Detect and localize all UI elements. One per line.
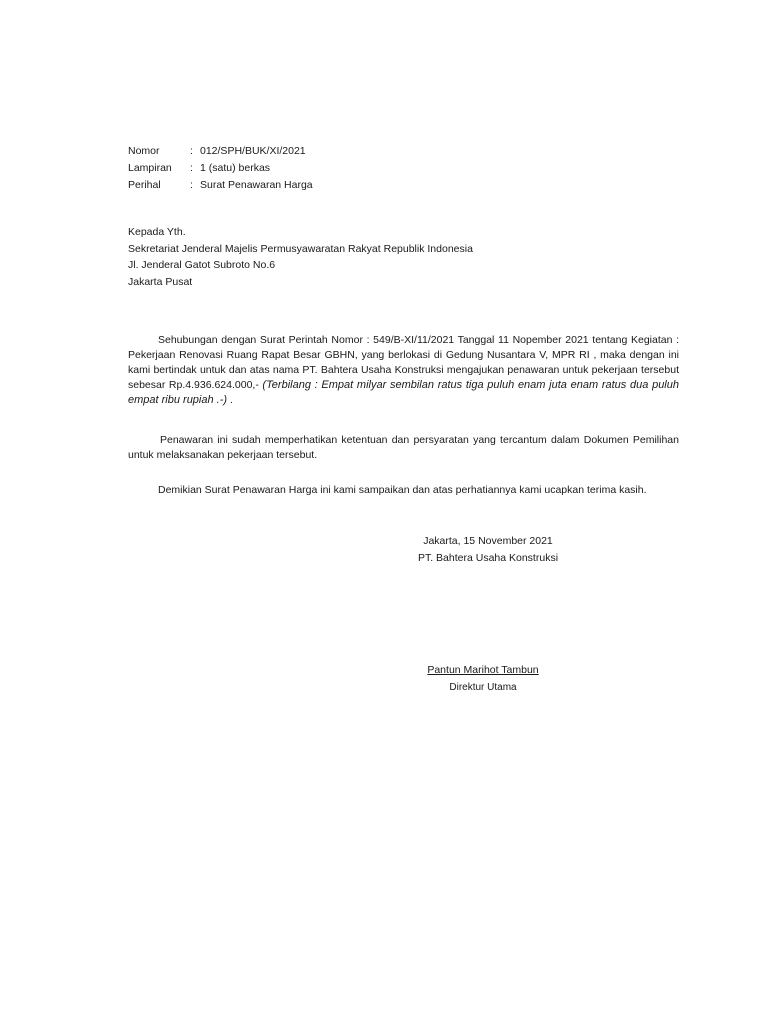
meta-value: 012/SPH/BUK/XI/2021: [200, 145, 306, 157]
meta-label: Lampiran: [128, 162, 172, 174]
amount-in-words: (Terbilang : Empat milyar sembilan ratus tiga puluh enam juta enam ratus dua puluh empat ribu rupiah .-): [128, 379, 679, 406]
meta-row-lampiran: [128, 160, 313, 177]
paragraph-end: .: [229, 394, 233, 406]
meta-value: Surat Penawaran Harga: [200, 179, 313, 191]
meta-row-nomor: [128, 143, 313, 160]
recipient-institution: Sekretariat Jenderal Majelis Permusyawaratan Rakyat Republik Indonesia: [128, 242, 473, 255]
letter-meta: [128, 143, 313, 194]
company-name: PT. Bahtera Usaha Konstruksi: [417, 551, 559, 564]
meta-label: Perihal: [128, 179, 161, 191]
paragraph-text: Sehubungan dengan Surat Perintah Nomor : 549/B-XI/11/2021 Tanggal 11 Nopember 2021 tentang Kegiatan : Pekerjaan Renovasi Ruang Rapat Besar GBHN, yang berlokasi di Gedung Nusantara V, MPR RI , maka dengan ini kami bertindak untuk dan atas nama PT. Bahtera Usaha Konstruksi mengajukan penawaran untuk pekerjaan tersebut sebesar Rp.4.936.624.000,-: [128, 334, 679, 391]
body-paragraph-3: Demikian Surat Penawaran Harga ini kami sampaikan dan atas perhatiannya kami ucapkan terima kasih.: [158, 484, 647, 496]
signature-header: [408, 533, 568, 566]
recipient-street: Jl. Jenderal Gatot Subroto No.6: [128, 259, 276, 271]
body-paragraph-1: [128, 333, 679, 408]
recipient-city: Jakarta Pusat: [128, 275, 193, 288]
place-date: Jakarta, 15 November 2021: [423, 535, 553, 547]
signer-name: Pantun Marihot Tambun: [427, 664, 539, 676]
signer-title: Direktur Utama: [449, 682, 517, 693]
meta-row-perihal: [128, 177, 313, 194]
meta-colon: :: [190, 145, 193, 157]
paragraph-text: Penawaran ini sudah memperhatikan ketentuan dan persyaratan yang tercantum dalam Dokumen Pemilihan untuk melaksanakan pekerjaan tersebut.: [128, 434, 679, 461]
meta-colon: :: [190, 179, 193, 191]
meta-colon: :: [190, 162, 193, 174]
signature-block: [408, 662, 558, 696]
meta-value: 1 (satu) berkas: [200, 162, 271, 174]
recipient-greeting: Kepada Yth.: [128, 226, 186, 238]
meta-label: Nomor: [128, 145, 160, 157]
body-paragraph-2: [128, 433, 679, 463]
recipient-address: [128, 224, 473, 290]
